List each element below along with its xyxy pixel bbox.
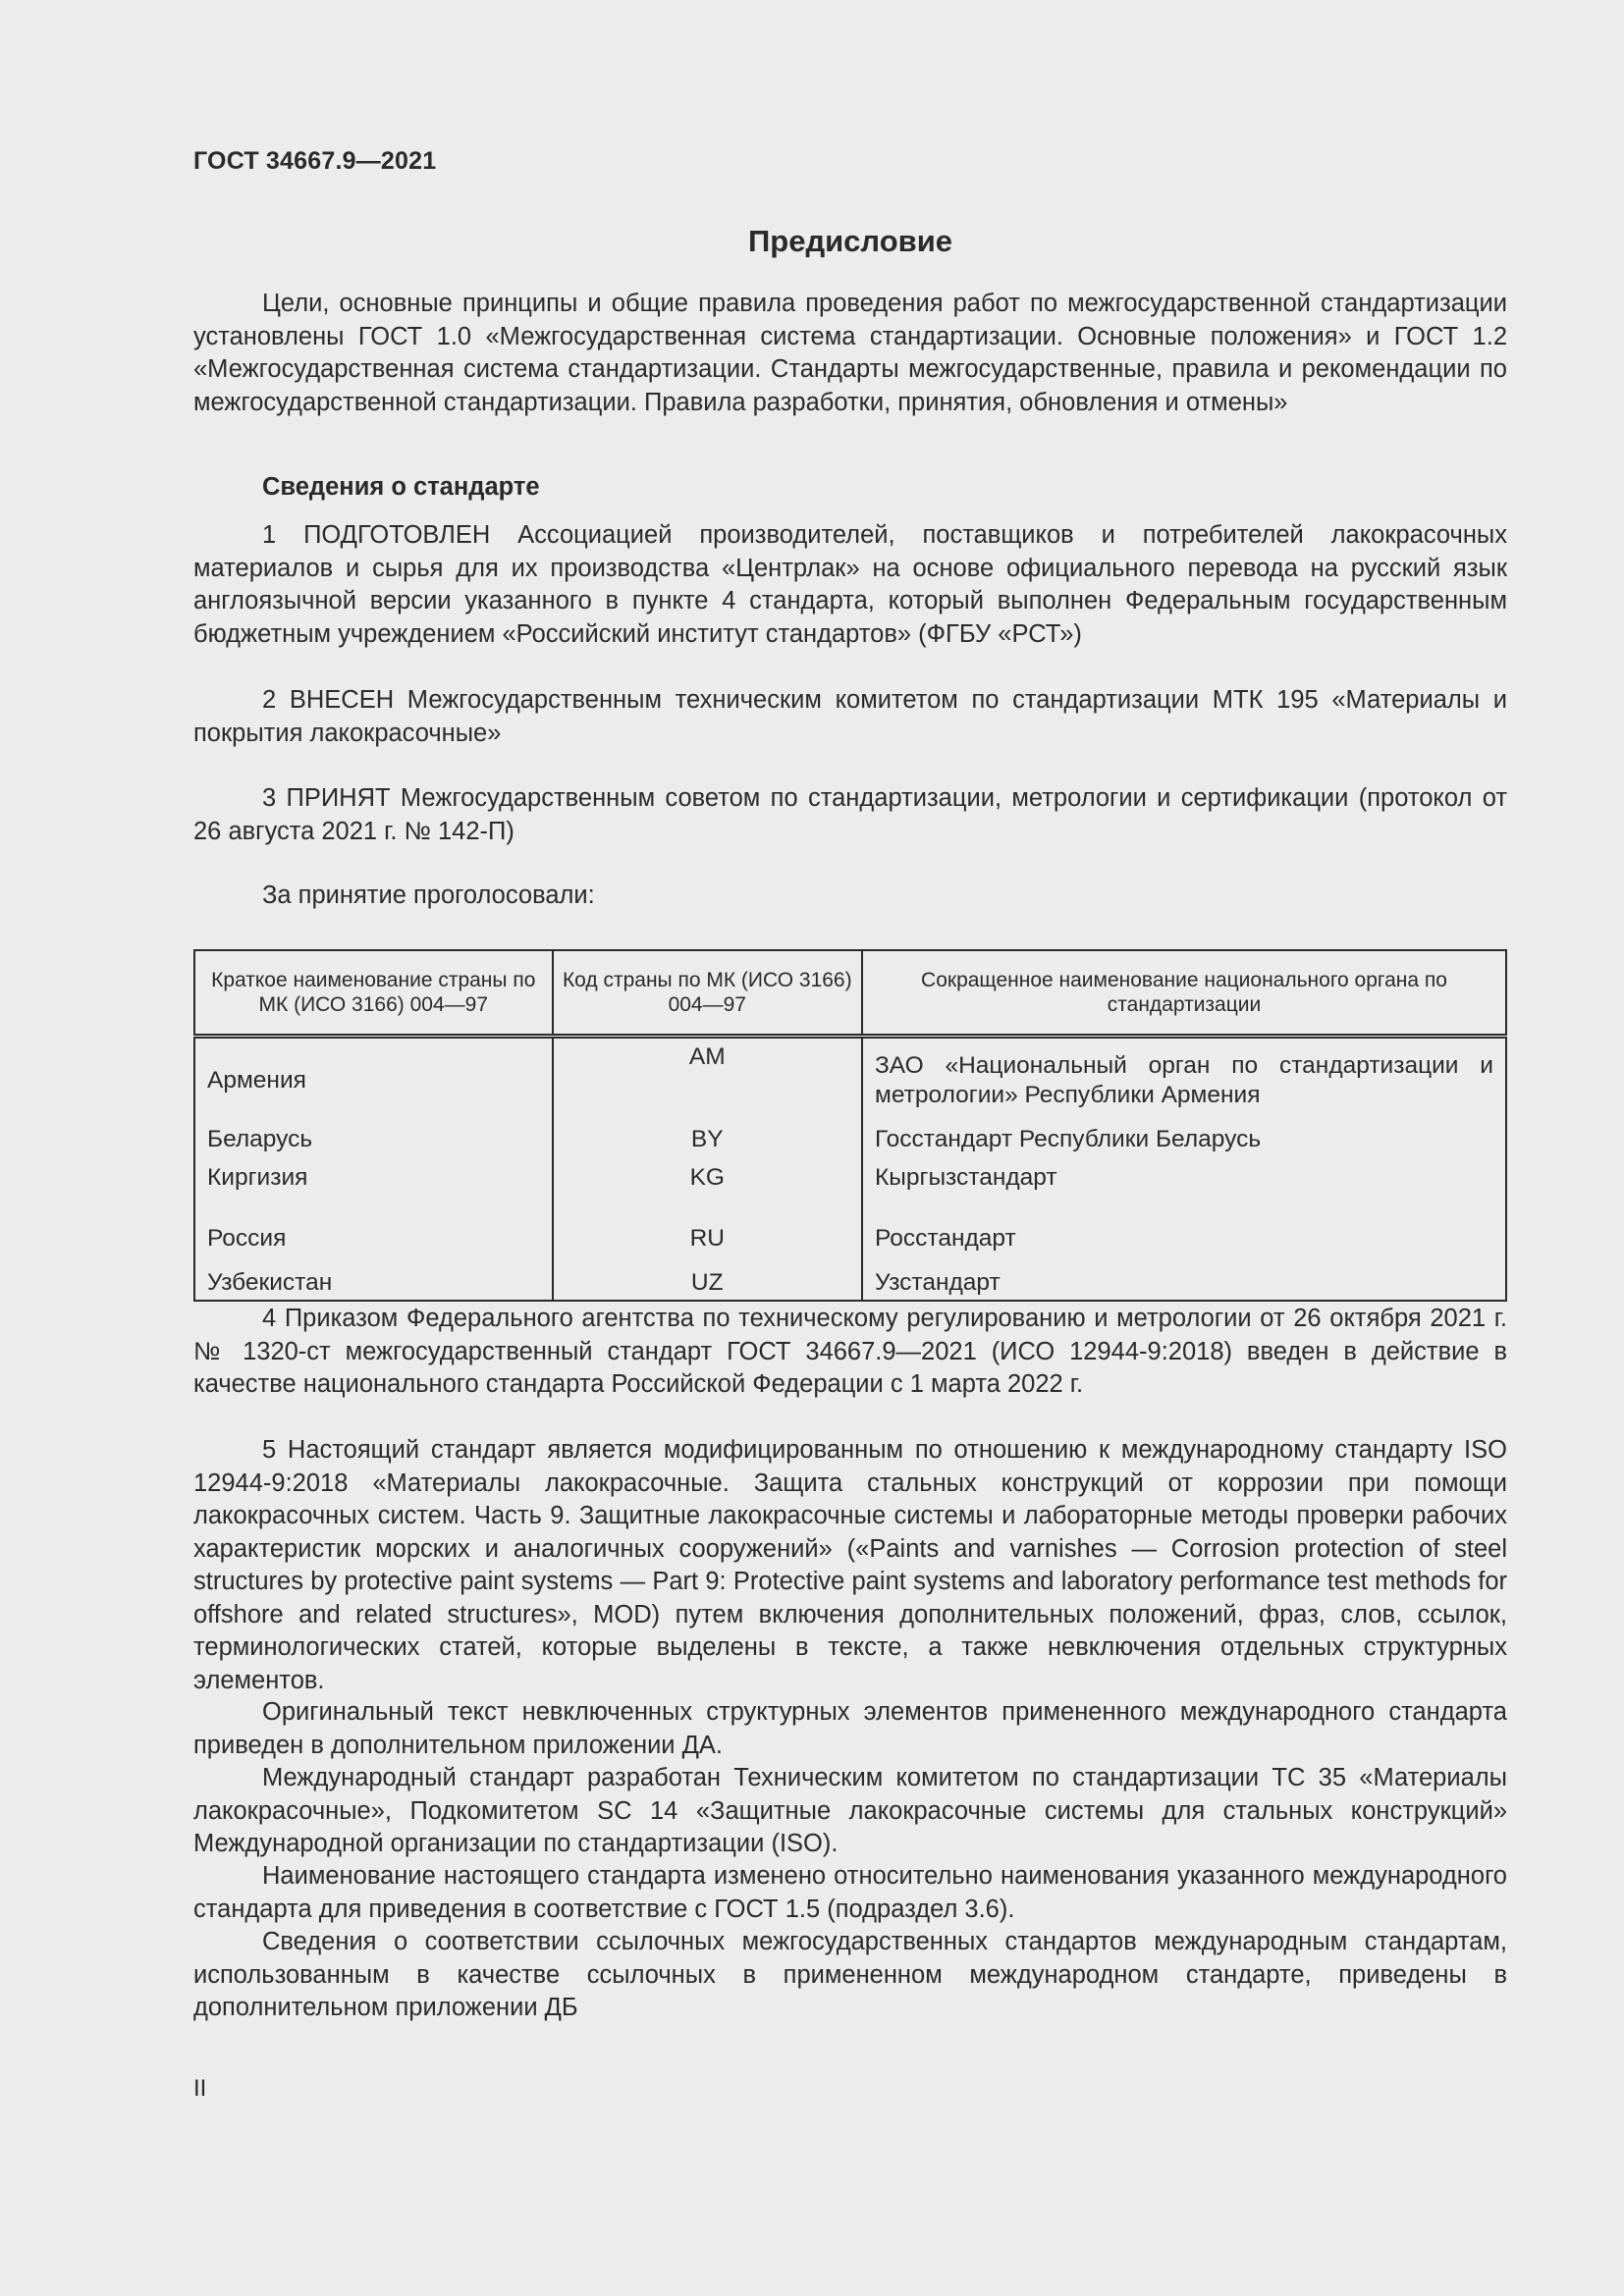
table-header-row [194, 950, 1506, 1037]
table-row [194, 1198, 1506, 1266]
document-id: ГОСТ 34667.9—2021 [193, 147, 437, 175]
table-row [194, 1037, 1506, 1122]
country-cell: Армения [194, 1037, 553, 1122]
org-cell: Узстандарт [862, 1266, 1506, 1301]
org-cell: Кыргызстандарт [862, 1158, 1506, 1198]
item-5-name-change-paragraph: Наименование настоящего стандарта изменено относительно наименования указанного международного стандарта для приведения в соответствие с ГОСТ 1.5 (подраздел 3.6). [193, 1862, 1507, 1923]
item-1-paragraph: 1 ПОДГОТОВЛЕН Ассоциацией производителей, поставщиков и потребителей лакокрасочных материалов и сырья для их производства «Центрлак» на основе официального перевода на русский язык англоязычной версии указанного в пункте 4 стандарта, который выполнен Федеральным государственным бюджетным учреждением «Российский институт стандартов» (ФГБУ «РСТ») [193, 521, 1507, 648]
code-cell: KG [553, 1158, 862, 1198]
item-5-original-text-paragraph: Оригинальный текст невключенных структурных элементов примененного международного стандарта приведен в дополнительном приложении ДА. [193, 1698, 1507, 1759]
item-5-references-paragraph: Сведения о соответствии ссылочных межгосударственных стандартов международным стандартам, использованным в качестве ссылочных в примененном международном стандарте, приведены в дополнительном приложении ДБ [193, 1928, 1507, 2021]
page-number: II [193, 2075, 207, 2102]
item-2-paragraph: 2 ВНЕСЕН Межгосударственным техническим комитетом по стандартизации МТК 195 «Материалы и покрытия лакокрасочные» [193, 686, 1507, 747]
item-3-paragraph: 3 ПРИНЯТ Межгосударственным советом по стандартизации, метрологии и сертификации (протокол от 26 августа 2021 г. № 142-П) [193, 784, 1507, 845]
code-cell: BY [553, 1121, 862, 1158]
section-heading: Сведения о стандарте [262, 473, 540, 501]
country-cell: Беларусь [194, 1121, 553, 1158]
country-cell: Узбекистан [194, 1266, 553, 1301]
voted-label: За принятие проголосовали: [262, 881, 595, 909]
header-code: Код страны по МК (ИСО 3166) 004—97 [553, 950, 862, 1037]
item-5-developer-paragraph: Международный стандарт разработан Техническим комитетом по стандартизации TC 35 «Материалы лакокрасочные», Подкомитетом SC 14 «Защитные лакокрасочные системы для стальных конструкций» Международной организации по стандартизации (ISO). [193, 1764, 1507, 1857]
item-4-paragraph: 4 Приказом Федерального агентства по техническому регулированию и метрологии от 26 октября 2021 г. № 1320-ст межгосударственный стандарт ГОСТ 34667.9—2021 (ИСО 12944-9:2018) введен в действие в качестве национального стандарта Российской Федерации с 1 марта 2022 г. [193, 1305, 1507, 1398]
country-cell: Россия [194, 1198, 553, 1266]
page-title: Предисловие [747, 224, 952, 258]
table-row [194, 1121, 1506, 1158]
header-org: Сокращенное наименование национального органа по стандартизации [862, 950, 1506, 1037]
code-cell: UZ [553, 1266, 862, 1301]
header-country: Краткое наименование страны по МК (ИСО 3166) 004—97 [194, 950, 553, 1037]
org-cell: ЗАО «Национальный орган по стандартизации и метрологии» Республики Армения [862, 1037, 1506, 1122]
table-row [194, 1158, 1506, 1198]
code-cell: AM [553, 1037, 862, 1122]
org-cell: Росстандарт [862, 1198, 1506, 1266]
org-cell: Госстандарт Республики Беларусь [862, 1121, 1506, 1158]
voting-table [193, 949, 1507, 1302]
country-cell: Киргизия [194, 1158, 553, 1198]
table-row [194, 1266, 1506, 1301]
intro-paragraph: Цели, основные принципы и общие правила проведения работ по межгосударственной стандартизации установлены ГОСТ 1.0 «Межгосударственная система стандартизации. Основные положения» и ГОСТ 1.2 «Межгосударственная система стандартизации. Стандарты межгосударственные, правила и рекомендации по межгосударственной стандартизации. Правила разработки, принятия, обновления и отмены» [193, 290, 1507, 416]
code-cell: RU [553, 1198, 862, 1266]
item-5-paragraph: 5 Настоящий стандарт является модифицированным по отношению к международному стандарту ISO 12944-9:2018 «Материалы лакокрасочные. Защита стальных конструкций от коррозии при помощи лакокрасочных систем. Часть 9. Защитные лакокрасочные системы и лабораторные методы проверки рабочих характеристик морских и аналогичных сооружений» («Paints and varnishes — Corrosion protection of steel structures by protective paint systems — Part 9: Protective paint systems and laboratory performance test methods for offshore and related structures», MOD) путем включения дополнительных положений, фраз, слов, ссылок, терминологических статей, которые выделены в тексте, а также невключения отдельных структурных элементов. [193, 1436, 1507, 1694]
